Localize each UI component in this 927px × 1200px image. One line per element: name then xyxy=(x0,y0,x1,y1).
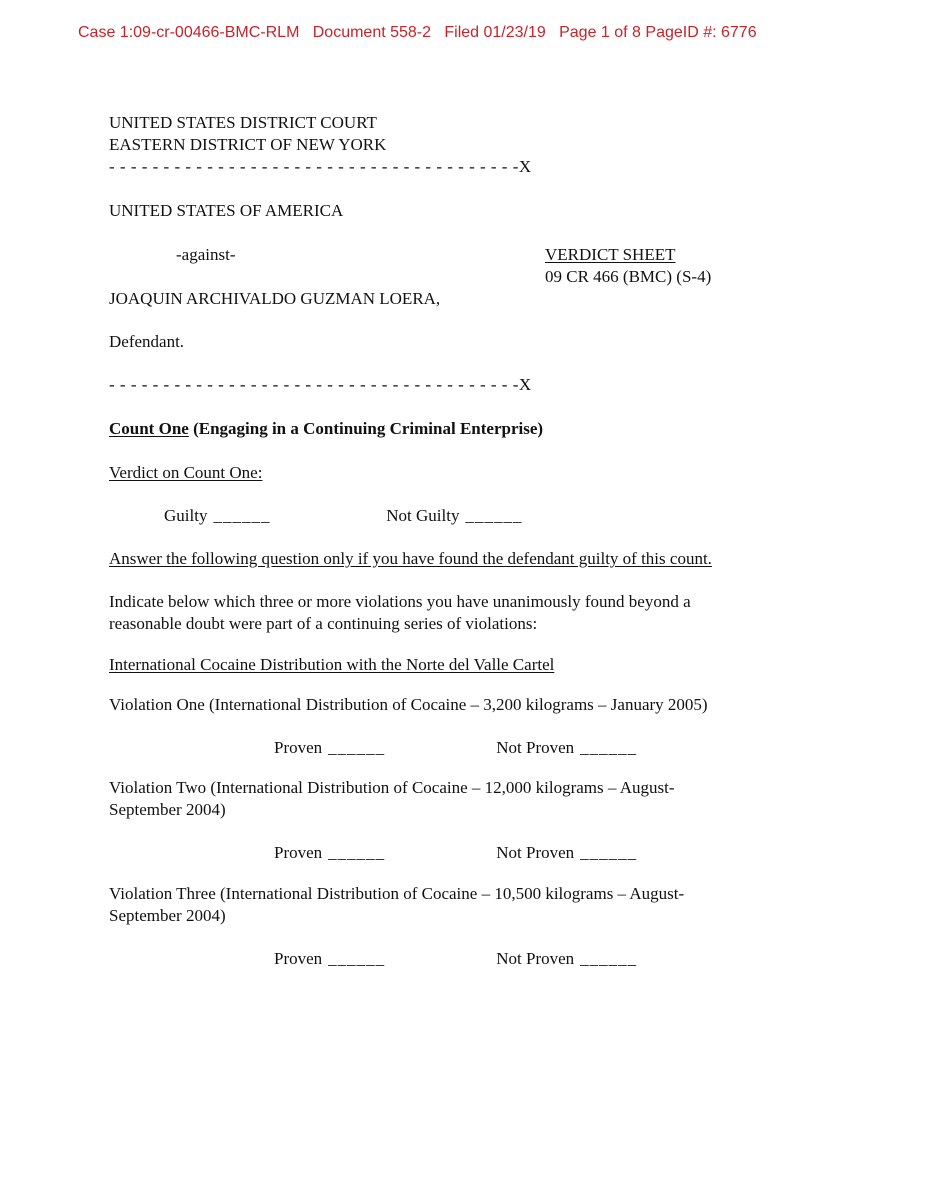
proven-label: Proven xyxy=(274,738,323,757)
not-guilty-option xyxy=(386,506,522,525)
violation-one-description: Violation One (International Distribution of Cocaine – 3,200 kilograms – January 2005) xyxy=(109,695,708,714)
document-body xyxy=(0,112,927,970)
proven-label: Proven xyxy=(274,949,323,968)
proven-option xyxy=(274,737,492,759)
guilty-blank: ______ xyxy=(213,506,271,525)
not-guilty-label: Not Guilty xyxy=(386,506,460,525)
not-proven-option xyxy=(496,949,637,968)
not-guilty-blank: ______ xyxy=(465,506,523,525)
violation-two-verdict-row xyxy=(109,842,848,864)
not-proven-label: Not Proven xyxy=(496,949,575,968)
count-one-title: Count One xyxy=(109,419,189,438)
case-reference-block xyxy=(545,244,711,288)
not-proven-label: Not Proven xyxy=(496,738,575,757)
not-proven-label: Not Proven xyxy=(496,843,575,862)
proven-option xyxy=(274,948,492,970)
series-heading: International Cocaine Distribution with the Norte del Valle Cartel xyxy=(109,655,555,674)
against-row xyxy=(109,244,848,286)
not-proven-option xyxy=(496,738,637,757)
defendant-label: Defendant. xyxy=(109,332,185,351)
guilty-options-row xyxy=(109,505,848,527)
not-proven-blank: ______ xyxy=(580,843,638,862)
verdict-sheet-title: VERDICT SHEET xyxy=(545,245,676,264)
indicate-instruction: Indicate below which three or more violations you have unanimously found beyond a reasonable doubt were part of a continuing series of violations: xyxy=(109,592,691,633)
plaintiff-name: UNITED STATES OF AMERICA xyxy=(109,201,344,220)
not-proven-option xyxy=(496,843,637,862)
violation-three-verdict-row xyxy=(109,948,848,970)
caption-divider-top: - - - - - - - - - - - - - - - - - - - - - - - - - - - - - - - - - - - - - -X xyxy=(109,157,532,176)
count-one-subtitle: (Engaging in a Continuing Criminal Enterprise) xyxy=(188,419,544,438)
proven-blank: ______ xyxy=(328,843,386,862)
proven-blank: ______ xyxy=(328,738,386,757)
caption-divider-bottom: - - - - - - - - - - - - - - - - - - - - - - - - - - - - - - - - - - - - - -X xyxy=(109,375,532,394)
case-number: 09 CR 466 (BMC) (S-4) xyxy=(545,267,712,286)
proven-label: Proven xyxy=(274,843,323,862)
not-proven-blank: ______ xyxy=(580,949,638,968)
violation-one-verdict-row xyxy=(109,737,848,759)
against-label: -against- xyxy=(176,245,236,264)
verdict-on-count-one-heading: Verdict on Count One: xyxy=(109,463,263,482)
court-name: UNITED STATES DISTRICT COURT xyxy=(109,113,377,132)
district-name: EASTERN DISTRICT OF NEW YORK xyxy=(109,135,387,154)
violation-two-description: Violation Two (International Distribution of Cocaine – 12,000 kilograms – August-September 2004) xyxy=(109,778,675,819)
guilty-label: Guilty xyxy=(164,506,208,525)
guilty-option xyxy=(164,505,382,527)
proven-option xyxy=(274,842,492,864)
violation-three-description: Violation Three (International Distribution of Cocaine – 10,500 kilograms – August-September 2004) xyxy=(109,884,685,925)
conditional-instruction: Answer the following question only if you have found the defendant guilty of this count. xyxy=(109,549,712,568)
pacer-stamp: Case 1:09-cr-00466-BMC-RLM Document 558-2 Filed 01/23/19 Page 1 of 8 PageID #: 6776 xyxy=(78,24,757,41)
not-proven-blank: ______ xyxy=(580,738,638,757)
proven-blank: ______ xyxy=(328,949,386,968)
defendant-name: JOAQUIN ARCHIVALDO GUZMAN LOERA, xyxy=(109,289,441,308)
count-one-heading xyxy=(109,418,848,440)
